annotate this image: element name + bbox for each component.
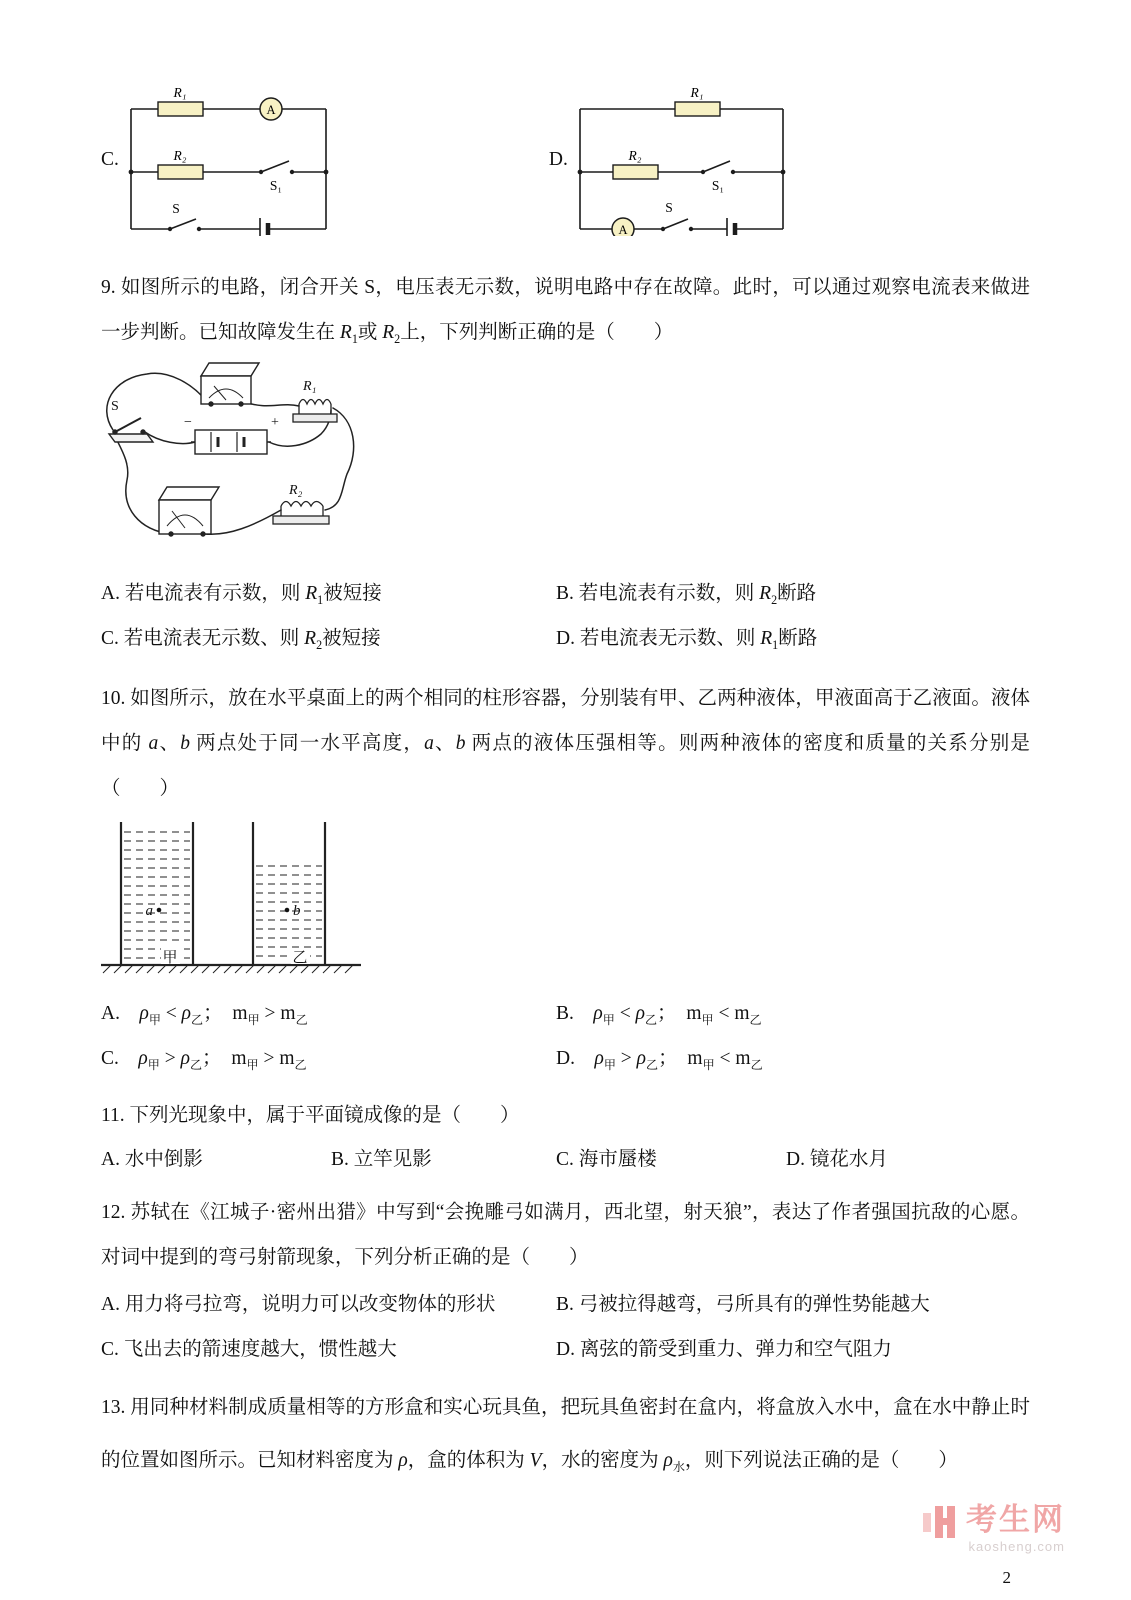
resistor-r2	[613, 165, 658, 179]
question-9-options	[101, 572, 1030, 662]
brand-name: 考生网	[966, 1502, 1065, 1537]
label-s: S	[665, 200, 673, 215]
label-r2: R₂	[173, 148, 187, 163]
switch-s1-lever	[261, 161, 289, 172]
container-jia-walls	[121, 822, 193, 965]
question-9-option-d: D. 若电流表无示数、则 $R_1$断路	[556, 627, 818, 652]
battery-icon	[191, 430, 271, 454]
battery-minus-sign: −	[184, 414, 192, 430]
battery-plus-sign: +	[271, 414, 279, 430]
question-10-figure	[101, 820, 1030, 984]
question-11-option-d: D. 镜花水月	[786, 1149, 888, 1171]
question-12-option-d: D. 离弦的箭受到重力、弹力和空气阻力	[556, 1338, 892, 1360]
ground-hatching	[103, 965, 353, 973]
ammeter-icon	[159, 487, 219, 536]
liquid-containers-figure	[101, 820, 361, 978]
question-11-option-c: C. 海市蜃楼	[556, 1149, 657, 1171]
question-11	[101, 1094, 1030, 1184]
label-r1: R₁	[303, 378, 317, 394]
question-11-option-b: B. 立竿见影	[331, 1149, 432, 1171]
switch-s1-lever	[703, 161, 730, 172]
page-number: 2	[1002, 1568, 1011, 1587]
site-watermark	[921, 1504, 1065, 1554]
resistor-r2-icon	[273, 501, 329, 524]
question-12-option-c: C. 飞出去的箭速度越大，惯性越大	[101, 1338, 397, 1360]
question-10-option-a: A. $\rho_甲 < \rho_乙$； $m_甲 > m_乙$	[101, 1002, 308, 1027]
label-b: b	[293, 902, 301, 919]
label-r2: R₂	[628, 148, 642, 163]
option-c-label: C.	[101, 149, 119, 170]
option-c-figure	[101, 84, 331, 236]
point-b	[285, 908, 290, 913]
label-r2: R₂	[289, 482, 303, 498]
question-12-option-b: B. 弓被拉得越弯，弓所具有的弹性势能越大	[556, 1293, 930, 1315]
question-10-text: 10. 如图所示，放在水平桌面上的两个相同的柱形容器，分别装有甲、乙两种液体，甲液面高于乙液面。液体中的 a、b 两点处于同一水平高度，a、b 两点的液体压强相等。则两种液体的密度和质量的关系分别是（ ）	[101, 688, 1030, 800]
resistor-r1	[158, 102, 203, 116]
question-13-text: 13. 用同种材料制成质量相等的方形盒和实心玩具鱼，把玩具鱼密封在盒内，将盒放入水中，盒在水中静止时的位置如图所示。已知材料密度为 ρ，盒的体积为 V，水的密度为 $\rho_水$，则下列说法正确的是（ ）	[101, 1396, 1030, 1475]
question-11-option-a: A. 水中倒影	[101, 1149, 203, 1171]
voltmeter-icon	[201, 363, 259, 406]
option-d-figure	[549, 84, 790, 236]
question-11-text: 11. 下列光现象中，属于平面镜成像的是（ ）	[101, 1104, 520, 1126]
option-d-label: D.	[548, 149, 568, 170]
question-12	[101, 1191, 1030, 1372]
question-10-options	[101, 992, 1030, 1082]
brand-logo-icon	[921, 1504, 957, 1540]
switch-icon	[109, 418, 153, 442]
question-10-option-b: B. $\rho_甲 < \rho_乙$； $m_甲 < m_乙$	[556, 1002, 762, 1027]
question-9-option-a: A. 若电流表有示数，则 $R_1$被短接	[101, 582, 382, 607]
question-10	[101, 677, 1030, 1081]
label-yi: 乙	[292, 949, 308, 966]
switch-s-lever	[663, 219, 688, 229]
resistor-r2	[158, 165, 203, 179]
options-cd-figures	[101, 84, 1030, 236]
question-13	[101, 1381, 1030, 1488]
question-11-options	[101, 1138, 1030, 1183]
question-12-text: 12. 苏轼在《江城子·密州出猎》中写到“会挽雕弓如满月，西北望，射天狼”，表达了作者强国抗敌的心愿。对词中提到的弯弓射箭现象，下列分析正确的是（ ）	[101, 1202, 1030, 1269]
ammeter-letter: A	[266, 103, 276, 117]
label-r1: R₁	[173, 85, 187, 100]
switch-s-lever	[170, 219, 196, 229]
brand-text-block	[966, 1504, 1065, 1554]
wires	[580, 109, 783, 229]
brand-domain: kaosheng.com	[968, 1539, 1065, 1554]
container-yi-walls	[253, 822, 325, 965]
question-10-option-c: C. $\rho_甲 > \rho_乙$； $m_甲 > m_乙$	[101, 1047, 307, 1072]
label-a: a	[145, 902, 153, 919]
question-9-option-c: C. 若电流表无示数、则 $R_2$被短接	[101, 627, 381, 652]
label-s1: S₁	[711, 178, 724, 193]
question-9-figure	[97, 358, 1030, 564]
label-s1: S₁	[269, 178, 282, 193]
question-12-option-a: A. 用力将弓拉弯，说明力可以改变物体的形状	[101, 1293, 496, 1315]
label-jia: 甲	[162, 949, 178, 966]
question-9-option-b: B. 若电流表有示数，则 $R_2$断路	[556, 582, 817, 607]
circuit-diagram-d	[575, 84, 790, 236]
liquid-jia-dashes	[124, 832, 190, 958]
label-s: S	[111, 398, 119, 414]
resistor-r1	[675, 102, 720, 116]
experiment-circuit-figure	[97, 358, 359, 558]
point-a	[157, 908, 162, 913]
question-12-options	[101, 1283, 1030, 1373]
question-10-option-d: D. $\rho_甲 > \rho_乙$； $m_甲 < m_乙$	[556, 1047, 763, 1072]
ammeter-letter: A	[618, 223, 628, 236]
question-9-text: 9. 如图所示的电路，闭合开关 S，电压表无示数，说明电路中存在故障。此时，可以通过观察电流表来做进一步判断。已知故障发生在 $R_1$或 $R_2$上，下列判断正确的是（ ）	[101, 277, 1030, 346]
resistor-r1-icon	[293, 399, 337, 422]
question-9	[101, 266, 1030, 661]
circuit-diagram-c	[126, 84, 331, 236]
label-r1: R₁	[690, 85, 704, 100]
label-s: S	[172, 201, 180, 216]
